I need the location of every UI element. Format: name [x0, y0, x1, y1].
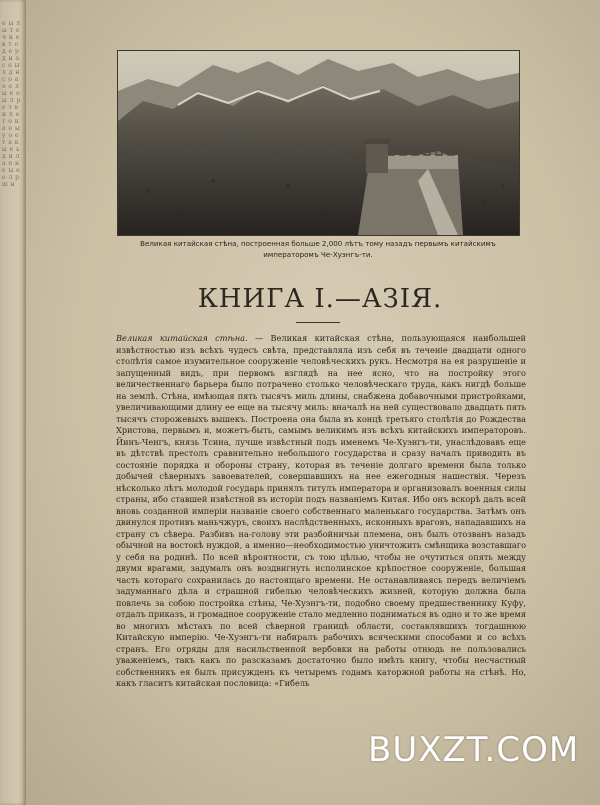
great-wall-photo	[117, 50, 520, 236]
watermark: BUXZT.COM	[368, 730, 580, 770]
photo-caption: Великая китайская стѣна, построенная больше 2,000 лѣтъ тому назадъ первымъ китайскимъ императоромъ Че-Хуэнгъ-ти.	[140, 239, 496, 259]
chapter-heading: КНИГА I.—АЗІЯ.	[197, 284, 443, 314]
heading-divider	[296, 322, 340, 323]
great-wall-illustration	[118, 51, 519, 235]
paragraph-lead: Великая китайская стѣна.	[116, 333, 248, 343]
adjacent-page-edge	[0, 0, 26, 805]
adjacent-page-text: е ы л ы т е ч н е в т о д е р д н а с е ы л д н с о а о е л ы е е ы л р е т в н л е т о н а е ы у о е т а в ы е ь д н л а о н е ы е е л р ш н	[2, 20, 24, 188]
body-paragraph	[116, 333, 526, 690]
paragraph-text: — Великая китайская стѣна, пользующаяся наибольшей извѣстностью изъ всѣхъ чудесъ свѣта, представляла изъ себя въ теченіе двадцати одного столѣтія самое изумительное сооруженіе человѣческихъ рукъ. Несмотря на ея разрушеніе и запущенный видъ, при первомъ взглядѣ на нее ясно, что на постройку этого величественнаго барьера было потрачено столько человѣческаго труда, какъ нигдѣ больше на землѣ. Стѣна, имѣющая пять тысячъ миль длины, снабжена добавочными пристройками, увеличивающими длину ее еще на тысячу миль: вначалѣ на ней существовало двадцать пять тысячъ сторожевыхъ вышекъ. Построена она была въ концѣ третьяго столѣтія до Рождества Христова, первымъ и, можетъ-быть, самымъ великимъ изъ всѣхъ китайскихъ императоровъ. Йинъ-Ченгъ, князь Тсина, лучше извѣстный подъ именемъ Че-Хуэнгъ-ти, унаслѣдовавъ еще въ дѣтствѣ престолъ сравнительно небольшого государства и сразу началъ приводить въ состояніе порядка и обороны страну, которая въ теченіе долгаго времени была только добычей сѣверныхъ завоевателей, совершавшихъ на нее ежегодныя нашествія. Черезъ нѣсколько лѣтъ молодой государь принялъ титулъ императора и организовалъ военныя силы страны, ибо ставшей извѣстной въ исторіи подъ названіемъ Китая. Ибо онъ вскорѣ далъ всей вновь созданной имперіи названіе своего собственнаго маленькаго государства. Затѣмъ онъ двинулся противъ маньчжуръ, своихъ наслѣдственныхъ, исконныхъ враговъ, нападавшихъ на страну съ сѣвера. Разбивъ на-голову эти разбойничьи племена, онъ былъ отозванъ назадъ обычной на востокѣ нуждой, а именно—необходимостью уничтожить смѣнщика возставшаго у себя на родинѣ. По всей вѣроятности, съ тою цѣлью, чтобы не очутиться опять между двумя врагами, задумалъ онъ воздвигнуть исполинское крѣпостное сооруженіе, большая часть котораго сохранилась до настоящаго времени. Не останавливаясь передъ величіемъ задуманнаго дѣла и страшной гибелью человѣческихъ жизней, которую должна была повлечь за собою постройка стѣны, Че-Хуэнгъ-ти, подобно своему предшественнику Куфу, отдалъ приказъ, и громадное сооруженіе стало медленно подниматься въ одно и то же время во многихъ мѣстахъ по всей сѣверной границѣ области, составлявшихъ тогдашнюю Китайскую имперію. Че-Хуэнгъ-ти набиралъ рабочихъ всяческими способами и со всѣхъ странъ. Его отряды для насильственной вербовки на работы отнюдь не пользовались уваженіемъ, такъ какъ по разсказамъ достаточно было имѣть книгу, чтобы несчастный собственникъ ея былъ присужденъ къ четыремъ годамъ каторжной работы на стѣнѣ. Но, какъ гласитъ китайская пословица: «Гибель	[116, 333, 527, 688]
